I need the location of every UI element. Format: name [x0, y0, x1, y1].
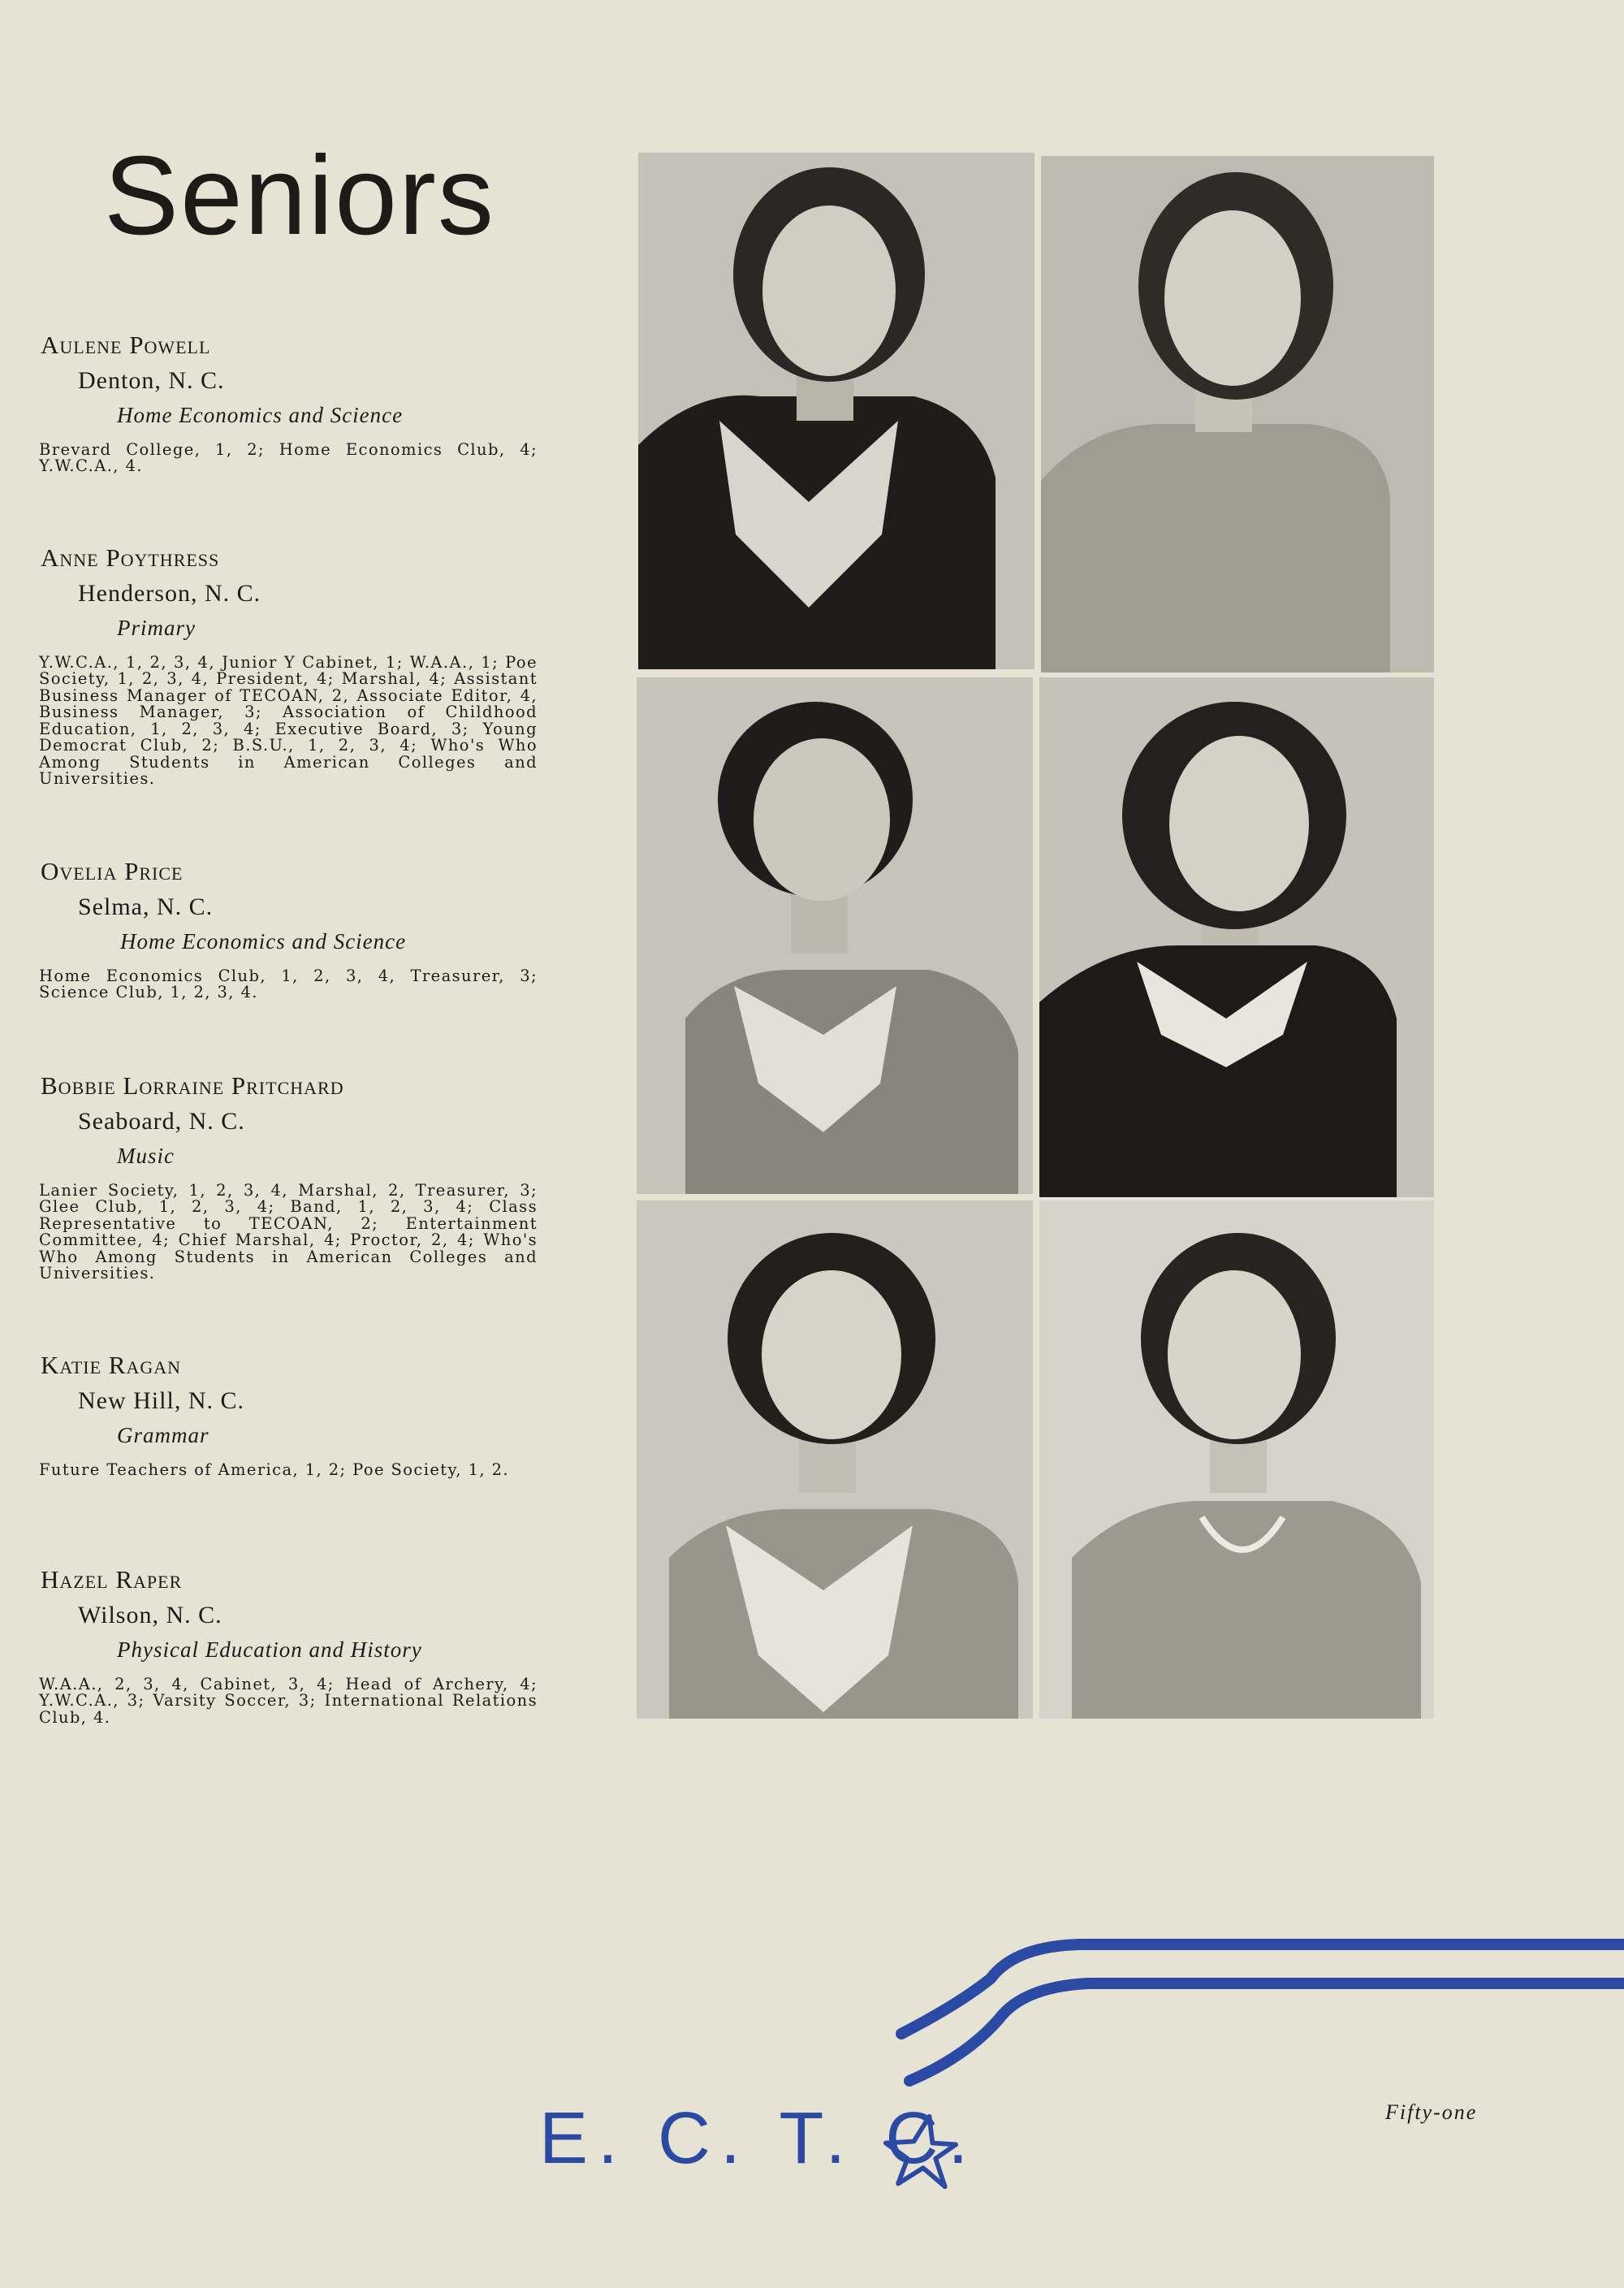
- senior-name: Ovelia Price: [41, 857, 184, 885]
- senior-name: Anne Poythress: [41, 543, 220, 572]
- page-number: Fifty-one: [1385, 2100, 1478, 2124]
- senior-activities: Home Economics Club, 1, 2, 3, 4, Treasurer, 3; Science Club, 1, 2, 3, 4.: [39, 966, 538, 1002]
- senior-name: Hazel Raper: [41, 1565, 183, 1594]
- portrait-photo: [1041, 156, 1434, 673]
- portrait-photo: [1039, 677, 1434, 1197]
- page-title: Seniors: [104, 133, 495, 258]
- senior-hometown: Wilson, N. C.: [78, 1602, 222, 1629]
- senior-entry-1: [39, 330, 538, 475]
- senior-hometown: Seaboard, N. C.: [78, 1108, 245, 1135]
- senior-hometown: New Hill, N. C.: [78, 1387, 244, 1415]
- senior-activities: Lanier Society, 1, 2, 3, 4, Marshal, 2, Treasurer, 3; Glee Club, 1, 2, 3, 4; Band, 1, 2, 3, 4; Class Representative to TECOAN, 2; Entertainment Committee, 4; Chief Marshal, 4; Proctor, 2, 4; Who's Who Among Students in American Colleges and Universities.: [39, 1180, 538, 1283]
- senior-entry-6: [39, 1564, 538, 1726]
- senior-hometown: Selma, N. C.: [78, 893, 214, 921]
- portrait-photo: [637, 677, 1033, 1194]
- senior-entry-3: [39, 856, 538, 1001]
- portrait-photo: [637, 1200, 1033, 1719]
- senior-entry-4: [39, 1070, 538, 1282]
- senior-major: Physical Education and History: [117, 1637, 422, 1663]
- portrait-photo: [638, 153, 1034, 669]
- senior-major: Music: [117, 1144, 175, 1169]
- senior-activities: W.A.A., 2, 3, 4, Cabinet, 3, 4; Head of Archery, 4; Y.W.C.A., 3; Varsity Soccer, 3; International Relations Club, 4.: [39, 1674, 538, 1727]
- senior-major: Home Economics and Science: [120, 929, 407, 954]
- senior-major: Home Economics and Science: [117, 403, 404, 428]
- senior-entry-2: [39, 543, 538, 788]
- senior-activities: Y.W.C.A., 1, 2, 3, 4, Junior Y Cabinet, 1; W.A.A., 1; Poe Society, 1, 2, 3, 4, President, 4; Marshal, 4; Assistant Business Manager of TECOAN, 2, Associate Editor, 4, Business Manager, 3; Association of Childhood Education, 1, 2, 3, 4; Executive Board, 3; Young Democrat Club, 2; B.S.U., 1, 2, 3, 4; Who's Who Among Students in American Colleges and Universities.: [39, 652, 538, 789]
- star-icon: [880, 2113, 960, 2191]
- portrait-grid: [637, 153, 1434, 1719]
- senior-major: Grammar: [117, 1423, 209, 1448]
- senior-entry-5: [39, 1350, 538, 1478]
- senior-name: Katie Ragan: [41, 1351, 182, 1379]
- senior-hometown: Denton, N. C.: [78, 367, 225, 395]
- senior-name: Bobbie Lorraine Pritchard: [41, 1071, 344, 1100]
- senior-hometown: Henderson, N. C.: [78, 580, 261, 608]
- swoosh-stripes: [893, 1930, 1624, 2092]
- college-wordmark: E. C. T. C.: [539, 2098, 978, 2179]
- portrait-photo: [1039, 1200, 1434, 1719]
- senior-major: Primary: [117, 616, 196, 641]
- senior-activities: Brevard College, 1, 2; Home Economics Club, 4; Y.W.C.A., 4.: [39, 439, 538, 476]
- senior-name: Aulene Powell: [41, 331, 211, 359]
- senior-activities: Future Teachers of America, 1, 2; Poe Society, 1, 2.: [39, 1460, 509, 1479]
